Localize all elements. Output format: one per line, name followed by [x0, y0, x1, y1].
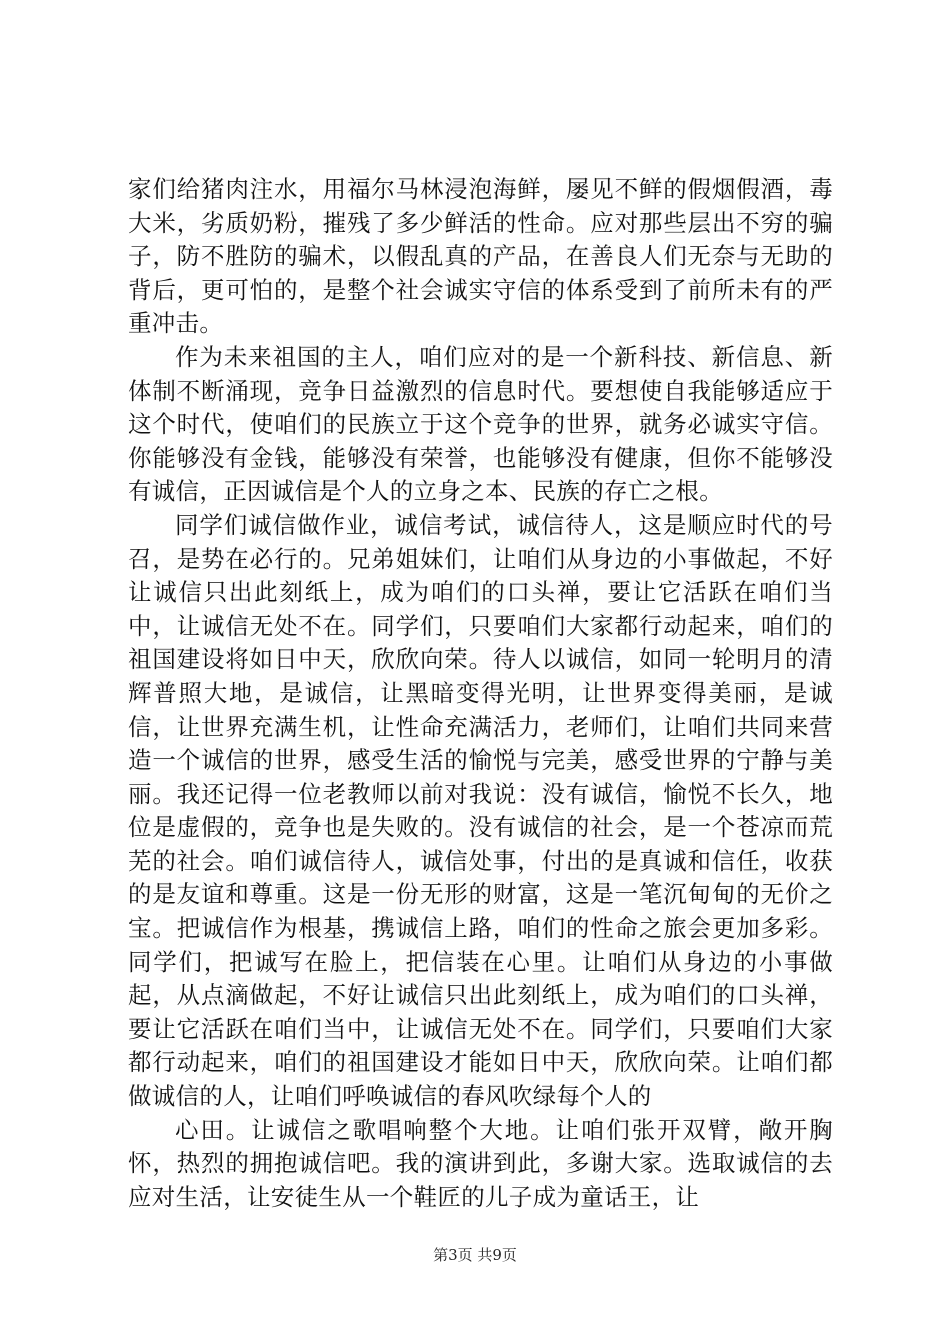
paragraph-1: 家们给猪肉注水，用福尔马林浸泡海鲜，屡见不鲜的假烟假酒，毒大米，劣质奶粉，摧残了多少鲜活的性命。应对那些层出不穷的骗子，防不胜防的骗术，以假乱真的产品，在善良人们无奈与无助的背后，更可怕的，是整个社会诚实守信的体系受到了前所未有的严重冲击。 — [128, 175, 833, 338]
paragraph-3: 同学们诚信做作业，诚信考试，诚信待人，这是顺应时代的号召，是势在必行的。兄弟姐妹们，让咱们从身边的小事做起，不好让诚信只出此刻纸上，成为咱们的口头禅，要让它活跃在咱们当中，让诚信无处不在。同学们，只要咱们大家都行动起来，咱们的祖国建设将如日中天，欣欣向荣。待人以诚信，如同一轮明月的清辉普照大地，是诚信，让黑暗变得光明，让世界变得美丽，是诚信，让世界充满生机，让性命充满活力，老师们，让咱们共同来营造一个诚信的世界，感受生活的愉悦与完美，感受世界的宁静与美丽。我还记得一位老教师以前对我说：没有诚信，愉悦不长久，地位是虚假的，竞争也是失败的。没有诚信的社会，是一个苍凉而荒芜的社会。咱们诚信待人，诚信处事，付出的是真诚和信任，收获的是友谊和尊重。这是一份无形的财富，这是一笔沉甸甸的无价之宝。把诚信作为根基，携诚信上路，咱们的性命之旅会更加多彩。同学们，把诚写在脸上，把信装在心里。让咱们从身边的小事做起，从点滴做起，不好让诚信只出此刻纸上，成为咱们的口头禅，要让它活跃在咱们当中，让诚信无处不在。同学们，只要咱们大家都行动起来，咱们的祖国建设才能如日中天，欣欣向荣。让咱们都做诚信的人，让咱们呼唤诚信的春风吹绿每个人的 — [128, 510, 833, 1111]
paragraph-4: 心田。让诚信之歌唱响整个大地。让咱们张开双臂，敞开胸怀，热烈的拥抱诚信吧。我的演讲到此，多谢大家。选取诚信的去应对生活，让安徒生从一个鞋匠的儿子成为童话王，让 — [128, 1115, 833, 1211]
paragraph-2: 作为未来祖国的主人，咱们应对的是一个新科技、新信息、新体制不断涌现，竞争日益激烈的信息时代。要想使自我能够适应于这个时代，使咱们的民族立于这个竞争的世界，就务必诚实守信。你能够没有金钱，能够没有荣誉，也能够没有健康，但你不能够没有诚信，正因诚信是个人的立身之本、民族的存亡之根。 — [128, 342, 833, 506]
page-footer: 第3页 共9页 — [433, 1246, 517, 1264]
document-body — [128, 173, 833, 1214]
